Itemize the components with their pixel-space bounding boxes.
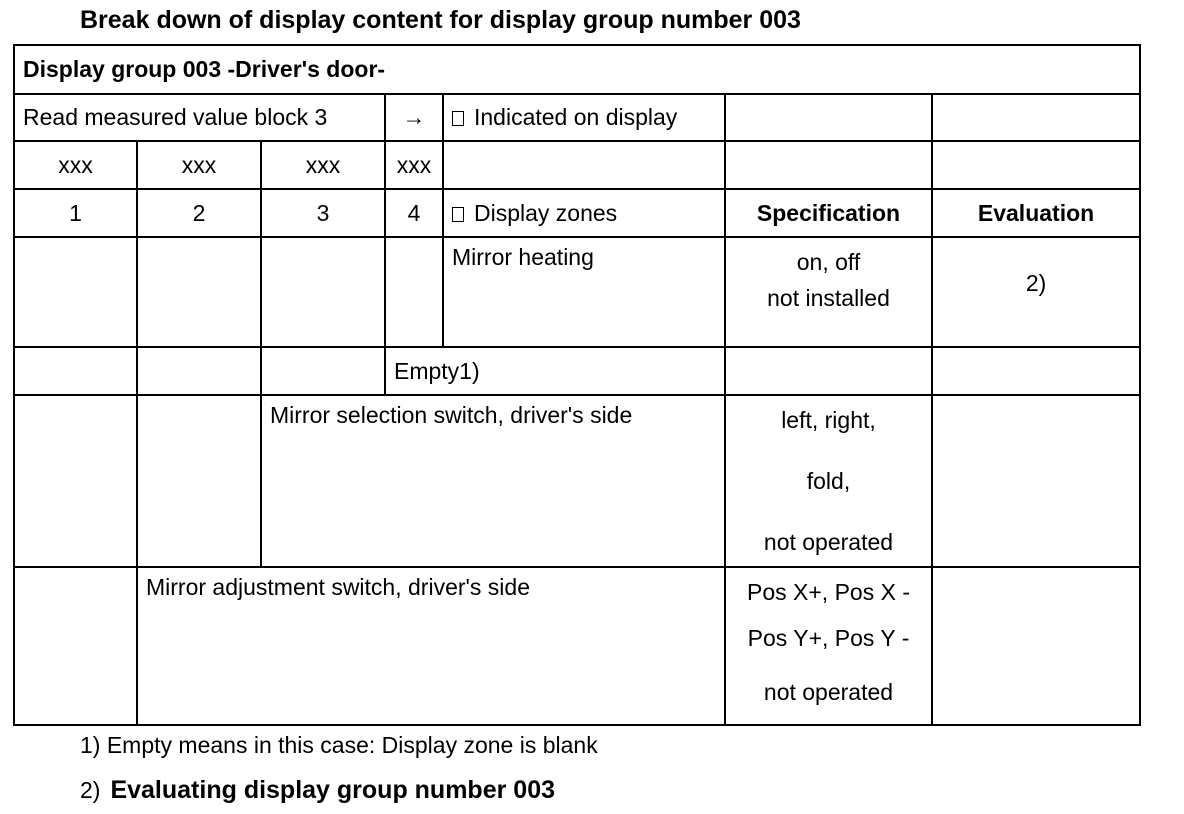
mirror-selection-spec bbox=[725, 395, 932, 567]
empty-cell bbox=[137, 347, 261, 395]
empty-cell bbox=[725, 347, 932, 395]
zone-number-row bbox=[14, 189, 1140, 237]
spec-line: not operated bbox=[763, 529, 894, 555]
mirror-adjustment-spec bbox=[725, 567, 932, 725]
display-group-header: Display group 003 -Driver's door- bbox=[14, 45, 1140, 94]
mirror-selection-row bbox=[14, 395, 1140, 567]
mirror-heating-label: Mirror heating bbox=[443, 237, 725, 347]
empty-cell bbox=[932, 567, 1140, 725]
mirror-selection-label: Mirror selection switch, driver's side bbox=[261, 395, 725, 567]
indicated-label: Indicated on display bbox=[474, 104, 678, 130]
placeholder-value: xxx bbox=[261, 141, 385, 189]
empty-cell bbox=[261, 347, 385, 395]
zone-number: 4 bbox=[385, 189, 443, 237]
placeholder-value: xxx bbox=[14, 141, 137, 189]
mirror-heating-evaluation: 2) bbox=[932, 237, 1140, 347]
indicated-cell bbox=[443, 94, 725, 141]
placeholder-value: xxx bbox=[385, 141, 443, 189]
spec-line: left, right, bbox=[781, 407, 876, 433]
table-header-row bbox=[14, 45, 1140, 94]
spec-line: Pos X+, Pos X - bbox=[747, 579, 910, 605]
empty-cell bbox=[932, 395, 1140, 567]
specification-header: Specification bbox=[725, 189, 932, 237]
spec-line: fold, bbox=[806, 468, 851, 494]
mirror-adjustment-label: Mirror adjustment switch, driver's side bbox=[137, 567, 725, 725]
zone-number: 3 bbox=[261, 189, 385, 237]
read-block-label: Read measured value block 3 bbox=[14, 94, 385, 141]
empty-cell bbox=[725, 94, 932, 141]
empty-cell bbox=[725, 141, 932, 189]
document-title: Break down of display content for display group number 003 bbox=[80, 6, 801, 34]
empty-cell bbox=[443, 141, 725, 189]
empty-cell bbox=[261, 237, 385, 347]
spec-line: not installed bbox=[767, 285, 890, 311]
display-group-table bbox=[13, 44, 1141, 726]
display-zones-cell bbox=[443, 189, 725, 237]
mirror-heating-row bbox=[14, 237, 1140, 347]
footnote-1: 1) Empty means in this case: Display zone is blank bbox=[80, 732, 598, 758]
spec-line: not operated bbox=[763, 679, 894, 705]
evaluation-header: Evaluation bbox=[932, 189, 1140, 237]
empty-cell bbox=[14, 347, 137, 395]
empty-cell bbox=[932, 347, 1140, 395]
footnote-2-marker: 2) bbox=[80, 777, 101, 803]
empty-cell bbox=[385, 237, 443, 347]
footnote-2-text: Evaluating display group number 003 bbox=[110, 776, 555, 804]
mirror-adjustment-row bbox=[14, 567, 1140, 725]
checkbox-square-icon bbox=[452, 111, 464, 126]
empty-cell bbox=[137, 395, 261, 567]
empty-zone-label: Empty1) bbox=[385, 347, 725, 395]
empty-cell bbox=[14, 395, 137, 567]
arrow-icon: → bbox=[385, 94, 443, 141]
empty-cell bbox=[137, 237, 261, 347]
zone-number: 2 bbox=[137, 189, 261, 237]
mirror-heating-spec bbox=[725, 237, 932, 347]
empty-zone-row bbox=[14, 347, 1140, 395]
empty-cell bbox=[14, 567, 137, 725]
placeholder-row bbox=[14, 141, 1140, 189]
empty-cell bbox=[14, 237, 137, 347]
empty-cell bbox=[932, 94, 1140, 141]
zone-number: 1 bbox=[14, 189, 137, 237]
display-zones-label: Display zones bbox=[474, 199, 618, 226]
checkbox-square-icon bbox=[452, 207, 464, 222]
footnote-2 bbox=[80, 776, 555, 805]
empty-cell bbox=[932, 141, 1140, 189]
spec-line: on, off bbox=[796, 249, 861, 275]
spec-line: Pos Y+, Pos Y - bbox=[747, 625, 910, 651]
read-block-row bbox=[14, 94, 1140, 141]
placeholder-value: xxx bbox=[137, 141, 261, 189]
